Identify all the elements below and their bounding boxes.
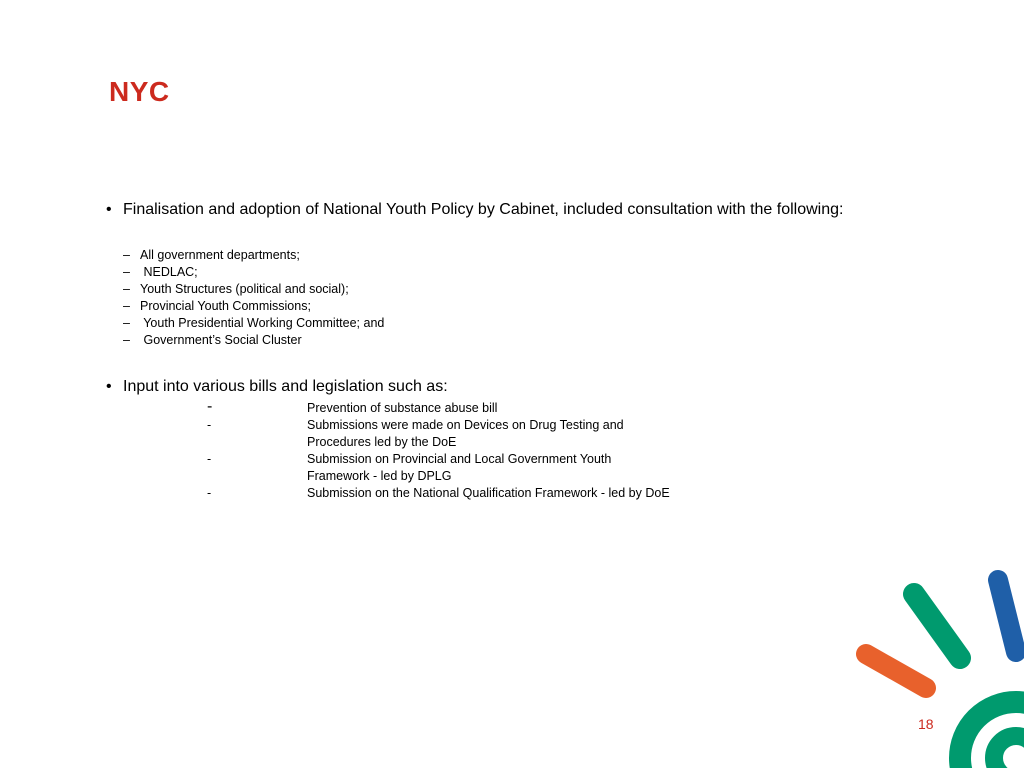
dash-marker: -: [207, 452, 212, 466]
dash-marker: –: [123, 316, 130, 330]
list-item: - Prevention of substance abuse bill: [207, 398, 498, 415]
list-item: - Submissions were made on Devices on Drug Testing and Procedures led by the DoE: [207, 418, 624, 449]
logo-green-swirl-inner: [994, 736, 1024, 768]
dash-marker: –: [123, 299, 130, 313]
list-item: – Youth Presidential Working Committee; and: [123, 316, 385, 330]
dash-marker: -: [207, 398, 213, 415]
dash-marker: –: [123, 333, 130, 347]
dash-marker: -: [207, 418, 212, 432]
list-item: – All government departments;: [123, 248, 300, 262]
logo-blue-petal: [998, 580, 1016, 652]
list-item: – NEDLAC;: [123, 265, 198, 279]
slide-title: NYC: [109, 76, 170, 107]
logo-green-petal: [914, 594, 960, 658]
logo-orange-petal: [866, 654, 926, 688]
nyc-logo: [840, 560, 1024, 768]
list-item: - Submission on Provincial and Local Government Youth Framework - led by DPLG: [207, 452, 612, 483]
page-number: 18: [918, 716, 934, 732]
bullet-text: Input into various bills and legislation such as:: [123, 378, 448, 395]
list-item: – Provincial Youth Commissions;: [123, 299, 311, 313]
bills-list: [0, 400, 1024, 502]
dash-marker: –: [123, 265, 130, 279]
bullet-bills-input: [106, 377, 448, 397]
bullet-marker: •: [106, 201, 112, 218]
dash-marker: -: [207, 486, 212, 500]
bullet-text: Finalisation and adoption of National Youth Policy by Cabinet, included consultation with the following:: [123, 201, 844, 218]
dash-marker: –: [123, 282, 130, 296]
list-item: – Government’s Social Cluster: [123, 333, 302, 347]
dash-marker: –: [123, 248, 130, 262]
bullet-marker: •: [106, 378, 112, 395]
bullet-policy-consultation: [106, 200, 843, 220]
list-item: - Submission on the National Qualification Framework - led by DoE: [207, 486, 670, 500]
consultation-list: [123, 247, 384, 349]
list-item: – Youth Structures (political and social);: [123, 282, 349, 296]
